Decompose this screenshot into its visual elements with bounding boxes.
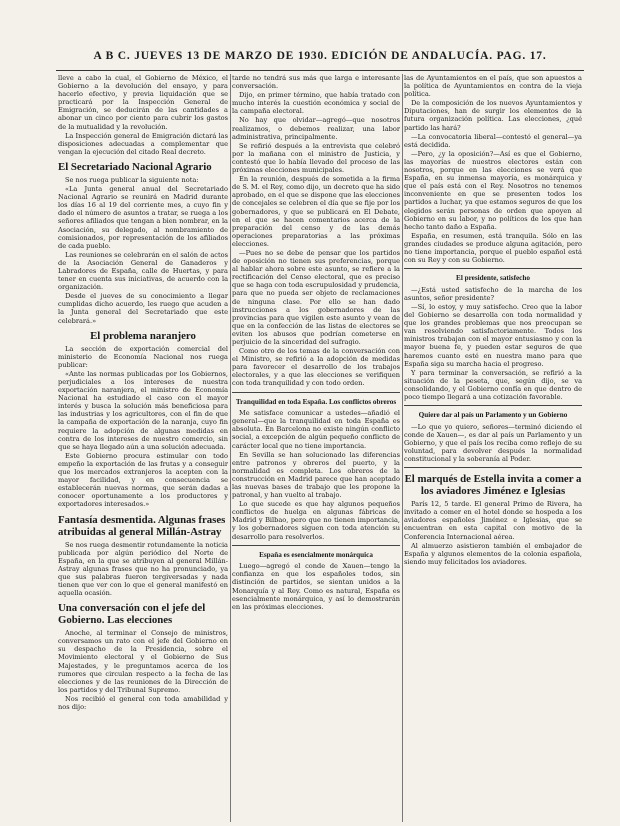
article-paragraph: Desde el jueves de su conocimiento a llegar cumplidas dicho acuerdo, les ruego que acuden a la Junta general del Secretariado que este celebrará.» [58, 292, 228, 325]
article-paragraph: —La convocatoria liberal—contestó el general—ya está decidida. [404, 132, 582, 149]
column-3 [404, 74, 582, 822]
headline-monarquica: España es esencialmente monárquica [259, 550, 373, 559]
article-paragraph: Dijo, en primer término, que había tratado con mucho interés la cuestión económica y social de la campaña electoral. [232, 91, 400, 116]
article-paragraph: «Ante las normas publicadas por los Gobiernos, perjudiciales a los intereses de nuestra exportación naranjera, el ministro de Economía Nacional ha estudiado el caso con el mayor interés y busca la solución más beneficiosa para las industrias y los agricultores, con el fin de que la campaña de exportación de la naranja, cuyo fin requiere la adopción de algunas medidas en contra de los intereses de nuestro comercio, sin que se haya llegado aún a una solución adecuada. [58, 369, 228, 451]
article-paragraph: Anoche, al terminar el Consejo de ministros, conversamos un rato con el jefe del Gobierno en su despacho de la Presidencia, sobre el Movimiento electoral y el Gobierno de Sus Majestades, y le preguntamos acerca de los rumores que circulan respecto a la fecha de las elecciones y de las reuniones de la Dirección de los partidos y del Tribunal Supremo. [58, 629, 228, 694]
headline-fantasia: Fantasía desmentida. Algunas frases atribuidas al general Millán-Astray [58, 513, 226, 538]
article-paragraph: Las reuniones se celebrarán en el salón de actos de la Asociación General de Ganaderos y Labradores de España, calle de Huertas, y para tener en cuenta sus iniciativas, de acuerdo con la organización. [58, 250, 228, 292]
article-paragraph: Lo que sucede es que hay algunos pequeños conflictos de huelga en algunas fábricas de Madrid y Bilbao, pero que no tienen importancia, y los gobernadores siguen con toda atención su desarrollo para resolverlos. [232, 500, 400, 541]
article-paragraph: España, en resumen, está tranquila. Sólo en las grandes ciudades se produce alguna agitación, pero no tiene importancia, porque el pueblo español está con su Rey y con su Gobierno. [404, 231, 582, 265]
section-rule [404, 268, 582, 269]
article-paragraph: —Sí, lo estoy, y muy satisfecho. Creo que la labor del Gobierno se desarrolla con toda normalidad y que los grandes problemas que nos preocupan se van resolviendo satisfactoriamente. Todos los ministros trabajan con el mayor entusiasmo y con la mayor buena fe, y pueden estar seguros de que haremos cuanto esté en nuestra mano para que España siga su marcha hacia el progreso. [404, 302, 582, 368]
article-paragraph: De la composición de los nuevos Ayuntamientos y Diputaciones, han de surgir los elementos de la futura organización política. Las elecciones, ¿qué partido las hará? [404, 99, 582, 132]
section-rule [404, 467, 582, 468]
article-paragraph: tarde no tendrá sus más que larga e interesante conversación. [232, 74, 400, 91]
article-paragraph: —Pues no se debe de pensar que los partidos de oposición no tienen sus preferencias, porque al hablar ahora sobre este asunto, se refiere a la rectificación del Censo electoral, que es preciso que se haga con toda escrupulosidad y prudencia, para que no pueda ser objeto de reclamaciones de ninguna clase. Por ello se han dado instrucciones a los gobernadores de las provincias para que vigilen este asunto y vean de que en la confección de las listas de electores se eviten los abusos que podrían cometerse en perjuicio de la sinceridad del sufragio. [232, 248, 400, 346]
headline-naranjero: El problema naranjero [90, 329, 196, 342]
article-paragraph: En Sevilla se han solucionado las diferencias entre patronos y obreros del puerto, y la normalidad es completa. Los obreros de la construcción en Madrid parece que han aceptado las nuevas bases de trabajo que les propone la patronal, y han vuelto al trabajo. [232, 450, 400, 500]
headline-conversacion: Una conversación con el jefe del Gobierno. Las elecciones [58, 602, 206, 627]
article-paragraph: La Inspección general de Emigración dictará las disposiciones adecuadas a complementar que vengan la ejecución del citado Real decreto. [58, 131, 228, 156]
article-paragraph: Y para terminar la conversación, se refirió a la situación de la peseta, que, según dijo, se va consolidando, y el Gobierno confía en que dentro de poco tiempo llegará a una cotización favorable. [404, 368, 582, 401]
column-2 [232, 74, 400, 822]
article-paragraph: Se nos ruega publicar la siguiente nota: [65, 175, 199, 184]
header-rule [56, 70, 584, 71]
article-paragraph: las de Ayuntamientos en el país, que son apuestos a la política de Ayuntamientos en contra de la vieja política. [404, 74, 582, 99]
headline-satisfecho: El presidente, satisfecho [456, 274, 530, 283]
article-paragraph: En la reunión, después de sometida a la firma de S. M. el Rey, como dijo, un decreto que ha sido aprobado, en el que se dispone que las elecciones de concejales se celebren el día que se fije por los gobernadores, y que se publicará en El Debate, en el que se hacen comentarios acerca de la preparación del censo y de las demás operaciones preparatorias a las próximas elecciones. [232, 175, 400, 248]
column-divider-2 [402, 74, 403, 822]
article-paragraph: «La Junta general anual del Secretariado Nacional Agrario se reunirá en Madrid durante los días 16 al 19 del corriente mes, a cuyo fin y dado el número de asuntos a tratar, se ruega a los señores afiliados que tengan a bien nombrar, en la Asociación, su delegado, al nombramiento de comisionados, por representación de los afiliados de cada pueblo. [58, 185, 228, 250]
column-1 [58, 74, 228, 822]
headline-estella: El marqués de Estella invita a comer a los aviadores Jiménez e Iglesias [404, 473, 582, 498]
page-header: A B C. JUEVES 13 DE MARZO DE 1930. EDICIÓN DE ANDALUCÍA. PAG. 17. [93, 50, 547, 62]
article-paragraph: La sección de exportación comercial del ministerio de Economía Nacional nos ruega publicar: [58, 344, 228, 369]
article-paragraph: Me satisface comunicar a ustedes—añadió el general—que la tranquilidad en toda España es absoluta. En Barcelona no existe ningún conflicto social, a excepción de algún pequeño conflicto de carácter local que no tiene importancia. [232, 409, 400, 450]
article-paragraph: No hay que olvidar—agregó—que nosotros realizamos, o debemos realizar, una labor administrativa, principalmente. [232, 116, 400, 141]
article-paragraph: lleve a cabo la cual, el Gobierno de México, el Gobierno a la devolución del ensayo, y para hacerlo efectivo, y previa liquidación que se practicará por la Inspección General de Emigración, se deducirán de las cantidades a abonar un cinco por ciento para cubrir los gastos de la mutualidad y la revolución. [58, 74, 228, 131]
article-paragraph: —Pero, ¿y la oposición?—Así es que el Gobierno, las mayorías de nuestros electores están con nosotros, porque en las elecciones se verá que España, en su inmensa mayoría, es monárquica y que el país está con el Rey. Nosotros no tenemos inconveniente en que se presenten todos los partidos a luchar, ya que estamos seguros de que los elegidos serán personas de orden que apoyen al Gobierno en su labor, y no políticos de los que han hecho tanto daño a España. [404, 149, 582, 231]
section-rule [232, 392, 400, 393]
article-paragraph: París 12, 5 tarde. El general Primo de Rivera, ha invitado a comer en el hotel donde se hospeda a los aviadores españoles Jiménez e Iglesias, que se encuentran en esta capital con motivo de la Conferencia Internacional aérea. [404, 500, 582, 541]
section-rule [404, 405, 582, 406]
article-paragraph: —Lo que yo quiero, señores—terminó diciendo el conde de Xauen—, es dar al país un Parlamento y un Gobierno, y que el país los reciba como reflejo de su voluntad, para devolver después la normalidad constitucional y la soberanía al Poder. [404, 422, 582, 464]
article-paragraph: Este Gobierno procura estimular con todo empeño la exportación de las frutas y a conseguir que los mercados extranjeros la acepten con la mayor facilidad, y en consecuencia se establecerán nuevas normas, que serán dadas a conocer oportunamente a los productores y exportadores interesados.» [58, 451, 228, 509]
article-paragraph: Como otro de los temas de la conversación con el Ministro, se refirió a la adopción de medidas para favorecer el desarrollo de los trabajos electorales, y a que las elecciones se verifiquen con toda tranquilidad y con todo orden. [232, 347, 400, 388]
headline-tranquilidad: Tranquilidad en toda España. Los conflictos obreros [235, 397, 397, 406]
article-paragraph: Luego—agregó el conde de Xauen—tengo la confianza en que los españoles todos, sin distinción de partidos, se sientan unidos a la Monarquía y al Rey. Como es natural, España es esencialmente monárquica, y así lo demostrarán en las próximas elecciones. [232, 562, 400, 611]
article-paragraph: Se refirió después a la entrevista que celebró por la mañana con el ministro de Justicia, y contestó que lo había llevado del proceso de las próximas elecciones municipales. [232, 141, 400, 175]
column-divider-1 [230, 74, 231, 822]
article-paragraph: Al almuerzo asistieron también el embajador de España y algunos elementos de la colonia española, siendo muy felicitados los aviadores. [404, 541, 582, 566]
article-paragraph: —¿Está usted satisfecho de la marcha de los asuntos, señor presidente? [404, 285, 582, 302]
headline-parlamento: Quiere dar al país un Parlamento y un Gobierno [418, 411, 568, 420]
article-paragraph: Nos recibió el general con toda amabilidad y nos dijo: [58, 694, 228, 711]
article-paragraph: Se nos ruega desmentir rotundamente la noticia publicada por algún periódico del Norte de España, en la que se atribuyen al general Millán-Astray algunas frases que no ha pronunciado, ya que sus palabras fueron tergiversadas y nada tienen que ver con lo que el general manifestó en aquella ocasión. [58, 540, 228, 598]
headline-secretariado: El Secretariado Nacional Agrario [58, 160, 212, 173]
section-rule [232, 545, 400, 546]
